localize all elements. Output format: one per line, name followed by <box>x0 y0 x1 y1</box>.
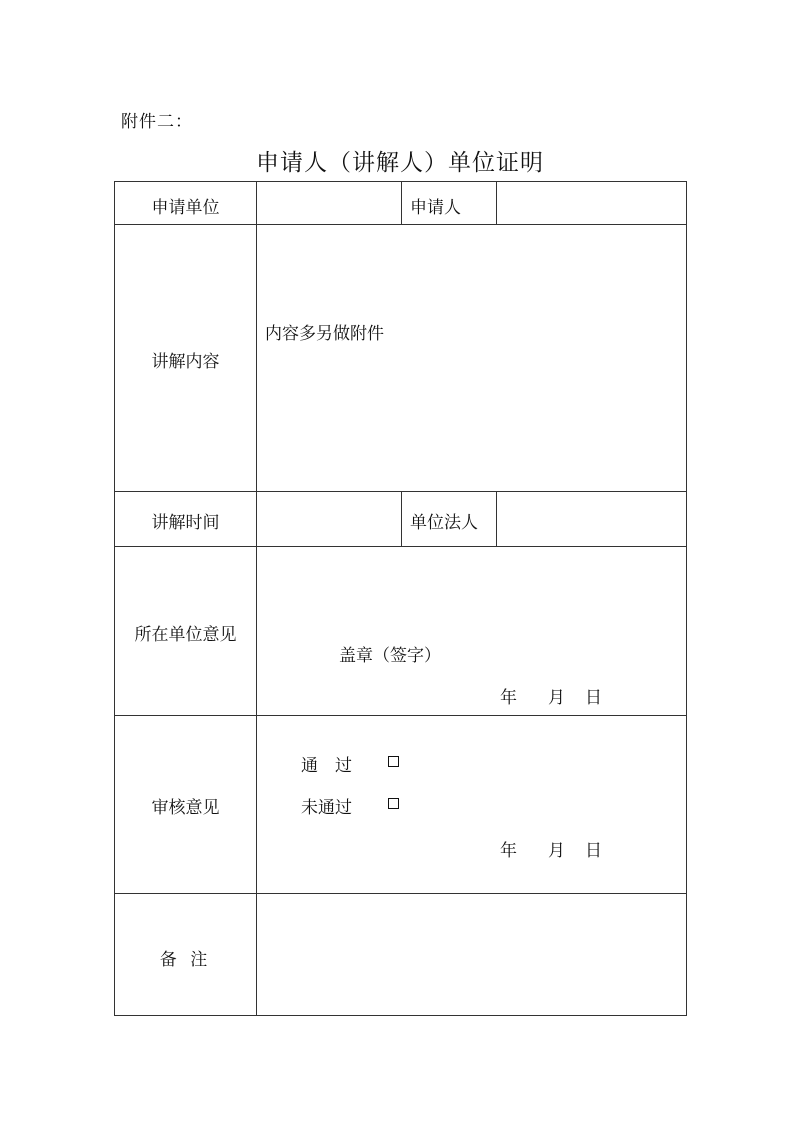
row-divider <box>115 715 686 716</box>
review-date-month: 月 <box>548 841 565 861</box>
unit-opinion-label: 所在单位意见 <box>134 625 237 645</box>
legal-person-label: 单位法人 <box>410 513 478 533</box>
row-divider <box>115 546 686 547</box>
not-passed-checkbox[interactable] <box>388 798 399 809</box>
content-note: 内容多另做附件 <box>265 324 384 344</box>
page-title: 申请人（讲解人）单位证明 <box>256 150 544 176</box>
applicant-unit-label: 申请单位 <box>151 198 220 218</box>
unit-date-day: 日 <box>585 688 602 708</box>
content-label: 讲解内容 <box>151 352 220 372</box>
column-divider <box>496 182 497 224</box>
seal-sign-label: 盖章（签字） <box>339 646 441 666</box>
not-passed-label: 未通过 <box>301 798 352 818</box>
applicant-label: 申请人 <box>410 198 461 218</box>
unit-date-year: 年 <box>500 688 517 708</box>
time-label: 讲解时间 <box>151 513 220 533</box>
column-divider <box>496 491 497 546</box>
label-column-divider <box>256 182 257 1015</box>
row-divider <box>115 224 686 225</box>
passed-checkbox[interactable] <box>388 756 399 767</box>
remarks-label: 备 注 <box>159 950 212 970</box>
column-divider <box>401 182 402 224</box>
review-label: 审核意见 <box>151 798 220 818</box>
attachment-label: 附件二： <box>121 112 193 132</box>
passed-label: 通 过 <box>301 756 352 776</box>
column-divider <box>401 491 402 546</box>
row-divider <box>115 893 686 894</box>
review-date-year: 年 <box>500 841 517 861</box>
certificate-form <box>114 181 687 1016</box>
unit-date-month: 月 <box>548 688 565 708</box>
review-date-day: 日 <box>585 841 602 861</box>
